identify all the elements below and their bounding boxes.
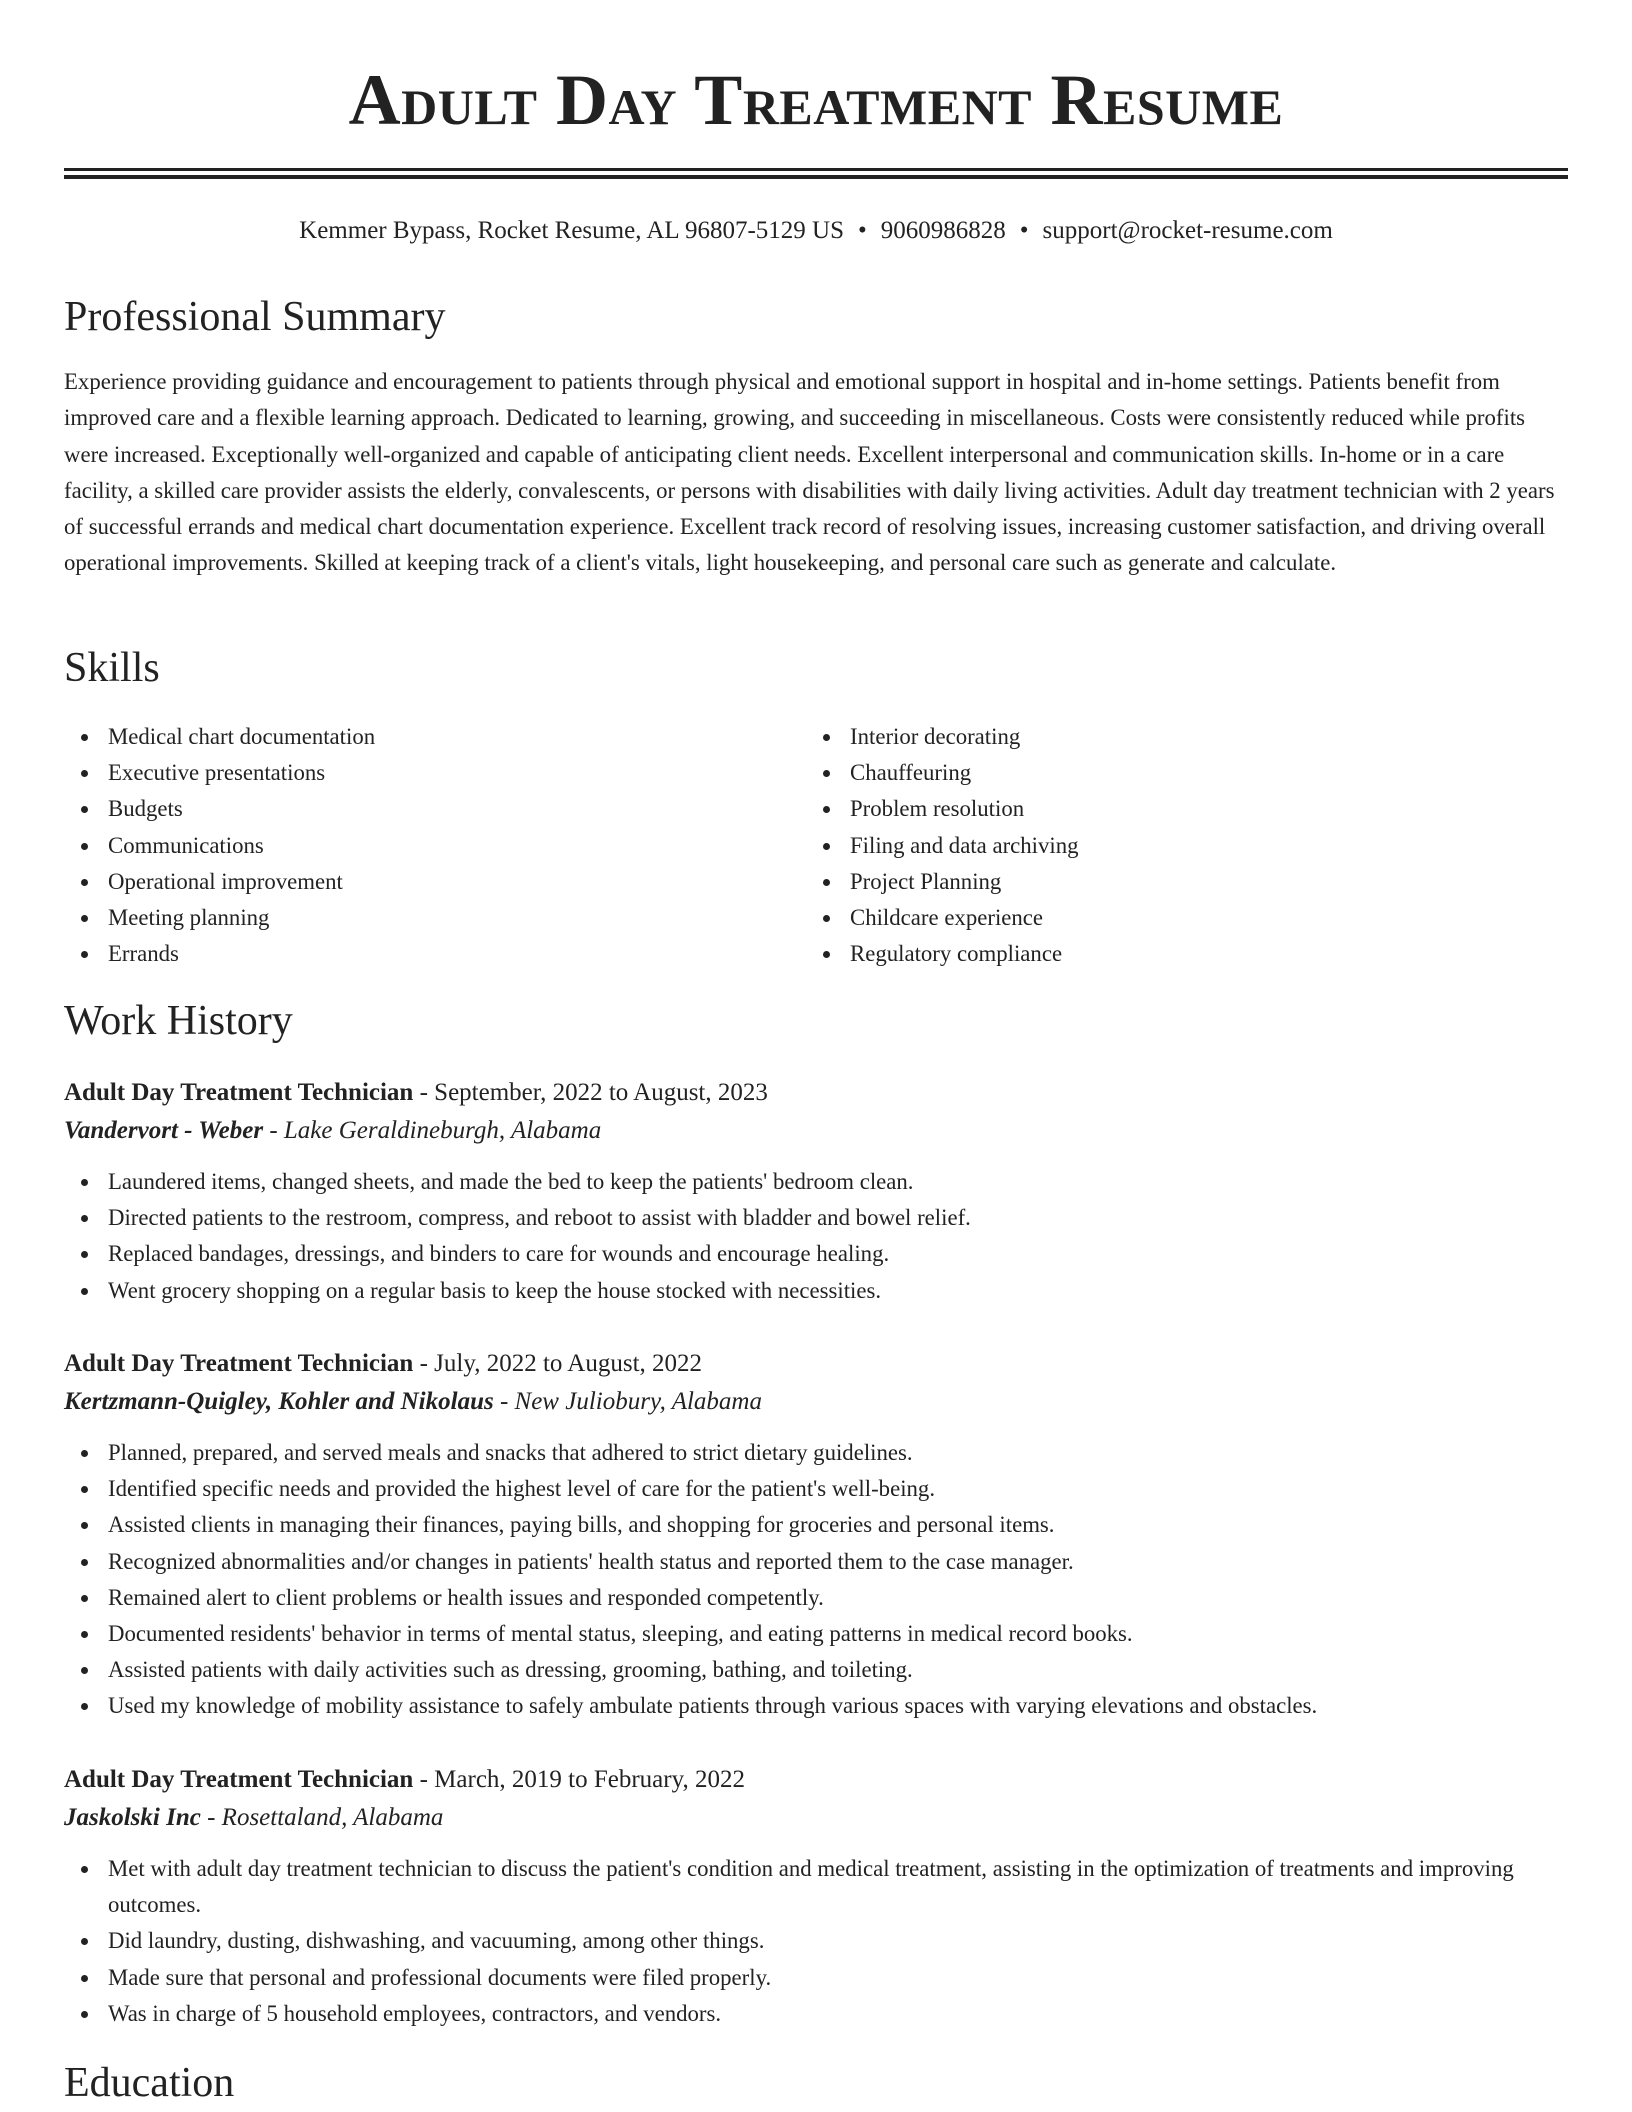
skill-item: Budgets	[64, 791, 804, 827]
contact-separator: •	[1019, 217, 1029, 244]
contact-separator: •	[858, 217, 867, 244]
job-location: - Lake Geraldineburgh, Alabama	[263, 1117, 602, 1144]
job-bullet: Met with adult day treatment technician to discuss the patient's condition and medical treatment, assisting in the optimization of treatments and improving outcomes.	[64, 1851, 1568, 1923]
job-bullet: Directed patients to the restroom, compress, and reboot to assist with bladder and bowel relief.	[64, 1200, 1568, 1236]
job-dates: - September, 2022 to August, 2023	[413, 1079, 768, 1106]
skills-heading: Skills	[64, 645, 160, 691]
job-bullet: Remained alert to client problems or health issues and responded competently.	[64, 1580, 1568, 1616]
contact-phone: 9060986828	[880, 217, 1006, 244]
skill-item: Operational improvement	[64, 864, 804, 900]
job-bullet: Identified specific needs and provided the highest level of care for the patient's well-being.	[64, 1471, 1568, 1507]
job-title-line	[64, 1345, 1568, 1383]
skill-item: Meeting planning	[64, 900, 804, 936]
job-bullet: Made sure that personal and professional documents were filed properly.	[64, 1960, 1568, 1996]
title-rule-top	[64, 168, 1568, 171]
job-bullet: Recognized abnormalities and/or changes in patients' health status and reported them to the case manager.	[64, 1544, 1568, 1580]
contact-address: Kemmer Bypass, Rocket Resume, AL 96807-5129 US	[299, 217, 845, 244]
skill-item: Filing and data archiving	[806, 828, 1546, 864]
job-location: - Rosettaland, Alabama	[200, 1804, 444, 1831]
title-rule-bottom	[64, 175, 1568, 179]
contact-line	[64, 214, 1568, 248]
job-role: Adult Day Treatment Technician	[64, 1766, 414, 1793]
job-company: Jaskolski Inc	[64, 1804, 201, 1831]
job-title-line	[64, 1761, 1568, 1799]
contact-email[interactable]: support@rocket-resume.com	[1042, 217, 1333, 244]
resume-page	[64, 0, 1568, 2106]
job-entry	[64, 1074, 1568, 1309]
job-company-line	[64, 1799, 1568, 1837]
job-location: - New Juliobury, Alabama	[493, 1388, 762, 1415]
skills-list-left	[64, 719, 804, 972]
work-heading: Work History	[64, 998, 293, 1044]
skill-item: Childcare experience	[806, 900, 1546, 936]
job-bullet: Was in charge of 5 household employees, contractors, and vendors.	[64, 1996, 1568, 2032]
skill-item: Executive presentations	[64, 755, 804, 791]
job-bullets	[64, 1435, 1568, 1725]
skill-item: Chauffeuring	[806, 755, 1546, 791]
job-title-line	[64, 1074, 1568, 1112]
job-bullet: Assisted patients with daily activities such as dressing, grooming, bathing, and toileting.	[64, 1652, 1568, 1688]
job-bullets	[64, 1851, 1568, 2032]
job-bullet: Went grocery shopping on a regular basis to keep the house stocked with necessities.	[64, 1273, 1568, 1309]
job-bullet: Replaced bandages, dressings, and binders to care for wounds and encourage healing.	[64, 1236, 1568, 1272]
job-dates: - March, 2019 to February, 2022	[413, 1766, 745, 1793]
summary-text: Experience providing guidance and encouragement to patients through physical and emotional support in hospital and in-home settings. Patients benefit from improved care and a flexible learning approach. Dedicated to learning, growing, and succeeding in miscellaneous. Costs were consistently reduced while profits were increased. Exceptionally well-organized and capable of anticipating client needs. Excellent interpersonal and communication skills. In-home or in a care facility, a skilled care provider assists the elderly, convalescents, or persons with disabilities with daily living activities. Adult day treatment technician with 2 years of successful errands and medical chart documentation experience. Excellent track record of resolving issues, increasing customer satisfaction, and driving overall operational improvements. Skilled at keeping track of a client's vitals, light housekeeping, and personal care such as generate and calculate.	[64, 369, 1555, 576]
skill-item: Regulatory compliance	[806, 936, 1546, 972]
job-role: Adult Day Treatment Technician	[64, 1350, 414, 1377]
skills-list-right	[806, 719, 1546, 972]
skill-item: Errands	[64, 936, 804, 972]
job-bullet: Documented residents' behavior in terms of mental status, sleeping, and eating patterns in medical record books.	[64, 1616, 1568, 1652]
job-bullet: Planned, prepared, and served meals and snacks that adhered to strict dietary guidelines.	[64, 1435, 1568, 1471]
job-bullet: Used my knowledge of mobility assistance to safely ambulate patients through various spaces with varying elevations and obstacles.	[64, 1688, 1568, 1724]
job-bullet: Assisted clients in managing their finances, paying bills, and shopping for groceries and personal items.	[64, 1507, 1568, 1543]
job-entry	[64, 1345, 1568, 1725]
skill-item: Problem resolution	[806, 791, 1546, 827]
skill-item: Project Planning	[806, 864, 1546, 900]
summary-heading: Professional Summary	[64, 294, 446, 340]
skill-item: Interior decorating	[806, 719, 1546, 755]
job-bullets	[64, 1164, 1568, 1309]
job-bullet: Did laundry, dusting, dishwashing, and vacuuming, among other things.	[64, 1923, 1568, 1959]
skill-item: Medical chart documentation	[64, 719, 804, 755]
job-company: Vandervort - Weber	[64, 1117, 264, 1144]
job-bullet: Laundered items, changed sheets, and made the bed to keep the patients' bedroom clean.	[64, 1164, 1568, 1200]
job-company: Kertzmann-Quigley, Kohler and Nikolaus	[64, 1388, 494, 1415]
job-dates: - July, 2022 to August, 2022	[413, 1350, 703, 1377]
skill-item: Communications	[64, 828, 804, 864]
resume-title: Adult Day Treatment Resume	[348, 60, 1284, 140]
job-company-line	[64, 1383, 1568, 1421]
education-heading: Education	[64, 2060, 235, 2106]
job-entry	[64, 1761, 1568, 2032]
job-role: Adult Day Treatment Technician	[64, 1079, 414, 1106]
job-company-line	[64, 1112, 1568, 1150]
